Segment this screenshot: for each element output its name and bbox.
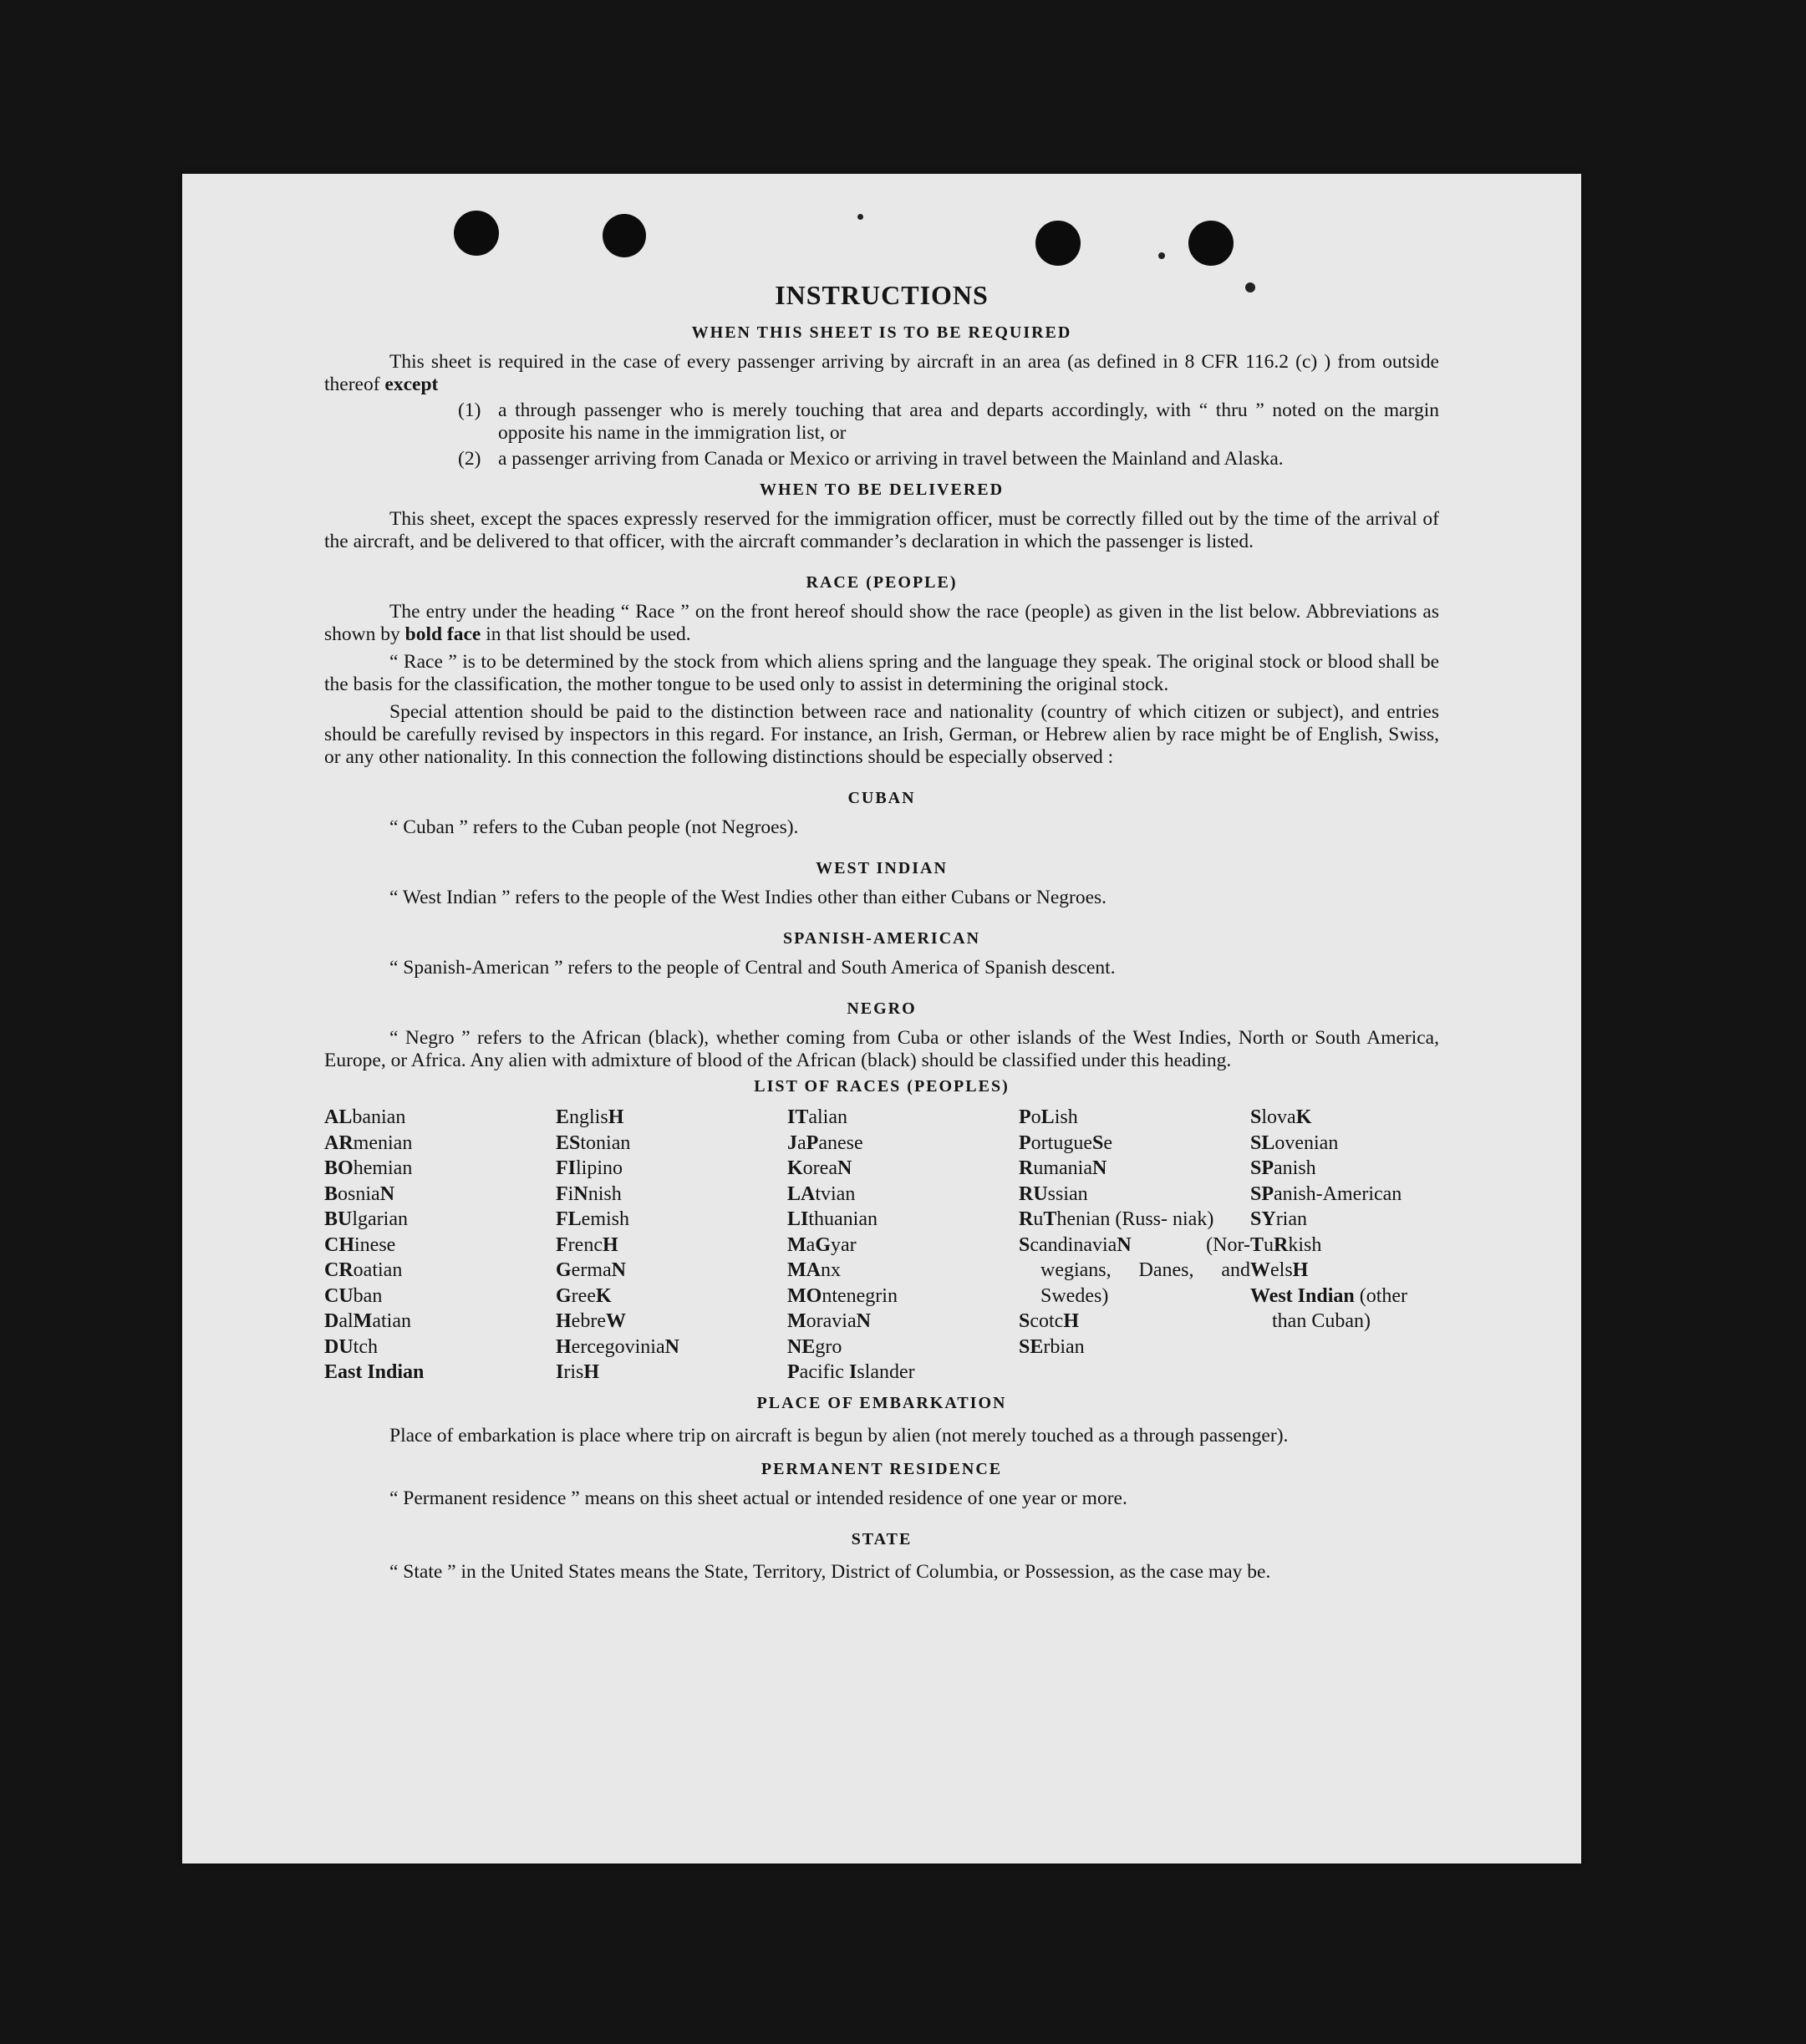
race-item: TuRkish <box>1250 1233 1322 1256</box>
punch-hole <box>454 211 499 256</box>
race-paragraph-3: Special attention should be paid to the distinction between race and nationality (country of which citizen or subject), and entries should be carefully revised by inspectors in this regard. For instance, an Irish, German, or Hebrew alien by race might be of English, Swiss, or any other nationality. In this connection the following distinctions should be especially observed : <box>324 701 1439 768</box>
section-heading-negro: NEGRO <box>847 999 917 1018</box>
race-column <box>1250 1105 1439 1386</box>
west-indian-text: “ West Indian ” refers to the people of the West Indies other than either Cubans or Negroes. <box>389 887 1107 908</box>
race-item: CHinese <box>324 1233 396 1256</box>
residence-text: “ Permanent residence ” means on this sheet actual or intended residence of one year or more. <box>389 1487 1127 1509</box>
race-item: RUssian <box>1019 1182 1088 1205</box>
race-column <box>556 1105 787 1386</box>
race-item: BOhemian <box>324 1157 413 1179</box>
race-item: PortugueSe <box>1019 1131 1112 1154</box>
race-item: IrisH <box>556 1361 600 1383</box>
section-heading-list: LIST OF RACES (PEOPLES) <box>754 1077 1010 1096</box>
embarkation-text: Place of embarkation is place where trip on aircraft is begun by alien (not merely touched as a through passenger). <box>389 1424 1289 1447</box>
race-item: East Indian <box>324 1361 425 1383</box>
race-item: CRoatian <box>324 1259 403 1281</box>
race-item: JaPanese <box>787 1131 863 1154</box>
race-item: FLemish <box>556 1208 629 1230</box>
race-item: EnglisH <box>556 1106 624 1128</box>
section-heading-spanish-american: SPANISH-AMERICAN <box>782 929 981 948</box>
race-item: SLovenian <box>1250 1131 1339 1154</box>
race-item: LAtvian <box>787 1182 856 1205</box>
race-item: RumaniaN <box>1019 1157 1107 1179</box>
race-item: FIlipino <box>556 1157 623 1179</box>
race-item: HercegoviniaN <box>556 1335 679 1358</box>
race-item: BUlgarian <box>324 1208 408 1230</box>
race-item: ScandinaviaN (Nor- wegians, Danes, and Swedes) <box>1019 1233 1250 1307</box>
race-item: MAnx <box>787 1259 841 1281</box>
section-heading-delivered: WHEN TO BE DELIVERED <box>759 480 1005 499</box>
required-item: (2) a passenger arriving from Canada or Mexico or arriving in travel between the Mainland and Alaska. <box>458 448 1284 470</box>
race-item: CUban <box>324 1284 383 1307</box>
race-item: MoraviaN <box>787 1310 871 1332</box>
race-item: LIthuanian <box>787 1208 878 1230</box>
punch-hole <box>1188 221 1234 266</box>
race-item: ScotcH <box>1019 1310 1080 1332</box>
race-item: SYrian <box>1250 1208 1307 1230</box>
instructions-content <box>324 278 1439 1586</box>
state-text: “ State ” in the United States means the State, Territory, District of Columbia, or Possession, as the case may be. <box>389 1560 1271 1583</box>
race-item: SErbian <box>1019 1335 1085 1358</box>
speck <box>1158 252 1165 259</box>
race-item: RuThenian (Russ- niak) <box>1019 1208 1214 1230</box>
race-item: ITalian <box>787 1106 847 1128</box>
race-item: GreeK <box>556 1284 612 1307</box>
race-item: EStonian <box>556 1131 631 1154</box>
race-item: SlovaK <box>1250 1106 1312 1128</box>
section-heading-race: RACE (PEOPLE) <box>806 573 958 592</box>
race-item: NEgro <box>787 1335 842 1358</box>
document-title: INSTRUCTIONS <box>775 280 989 310</box>
speck <box>857 214 863 220</box>
race-item: MOntenegrin <box>787 1284 898 1307</box>
race-item: FiNnish <box>556 1182 622 1205</box>
race-item: WelsH <box>1250 1259 1309 1281</box>
spanish-american-text: “ Spanish-American ” refers to the people of Central and South America of Spanish descent. <box>389 957 1116 979</box>
section-heading-west-indian: WEST INDIAN <box>816 859 948 877</box>
race-paragraph-2: “ Race ” is to be determined by the stock from which aliens spring and the language they speak. The original stock or blood shall be the basis for the classification, the mother tongue to be used only to assist in determining the original stock. <box>324 651 1439 695</box>
race-item: MaGyar <box>787 1233 857 1256</box>
race-item: Pacific Islander <box>787 1361 915 1383</box>
cuban-text: “ Cuban ” refers to the Cuban people (not Negroes). <box>389 816 799 838</box>
required-intro: This sheet is required in the case of every passenger arriving by aircraft in an area (as defined in 8 CFR 116.2 (c) ) from outside thereof except <box>324 351 1439 395</box>
race-item: PoLish <box>1019 1106 1078 1128</box>
race-item: DalMatian <box>324 1310 411 1332</box>
section-heading-residence: PERMANENT RESIDENCE <box>761 1459 1003 1478</box>
race-item: GermaN <box>556 1259 626 1281</box>
race-column <box>787 1105 1019 1386</box>
section-heading-cuban: CUBAN <box>847 789 916 807</box>
punch-hole <box>1035 221 1081 266</box>
race-paragraph-1: The entry under the heading “ Race ” on the front hereof should show the race (people) as given in the list below. Abbreviations as shown by bold face in that list should be used. <box>324 601 1439 645</box>
race-column <box>324 1105 556 1386</box>
race-item: West Indian (other than Cuban) <box>1250 1284 1408 1332</box>
document-sheet <box>182 174 1581 1863</box>
race-item: FrencH <box>556 1233 618 1256</box>
race-item: DUtch <box>324 1335 378 1358</box>
race-item: KoreaN <box>787 1157 852 1179</box>
race-list <box>324 1105 1439 1386</box>
race-item: ALbanian <box>324 1106 406 1128</box>
section-heading-state: STATE <box>851 1529 913 1548</box>
race-item: BosniaN <box>324 1182 395 1205</box>
negro-text: “ Negro ” refers to the African (black), whether coming from Cuba or other islands of the West Indies, North or South America, Europe, or Africa. Any alien with admixture of blood of the African (black) should be classified under this heading. <box>324 1027 1439 1071</box>
punch-hole <box>603 214 646 257</box>
section-heading-embarkation: PLACE OF EMBARKATION <box>756 1393 1007 1412</box>
race-item: SPanish-American <box>1250 1182 1402 1205</box>
race-item: ARmenian <box>324 1131 413 1154</box>
race-column <box>1019 1105 1250 1386</box>
race-item: SPanish <box>1250 1157 1316 1179</box>
section-heading-required: WHEN THIS SHEET IS TO BE REQUIRED <box>691 323 1072 342</box>
delivered-text: This sheet, except the spaces expressly reserved for the immigration officer, must be correctly filled out by the time of the arrival of the aircraft, and be delivered to that officer, with the aircraft commander’s declaration in which the passenger is listed. <box>324 508 1439 552</box>
race-item: HebreW <box>556 1310 626 1332</box>
required-item: (1) a through passenger who is merely touching that area and departs accordingly, with “ thru ” noted on the margin opposite his name in the immigration list, or <box>458 399 1439 444</box>
